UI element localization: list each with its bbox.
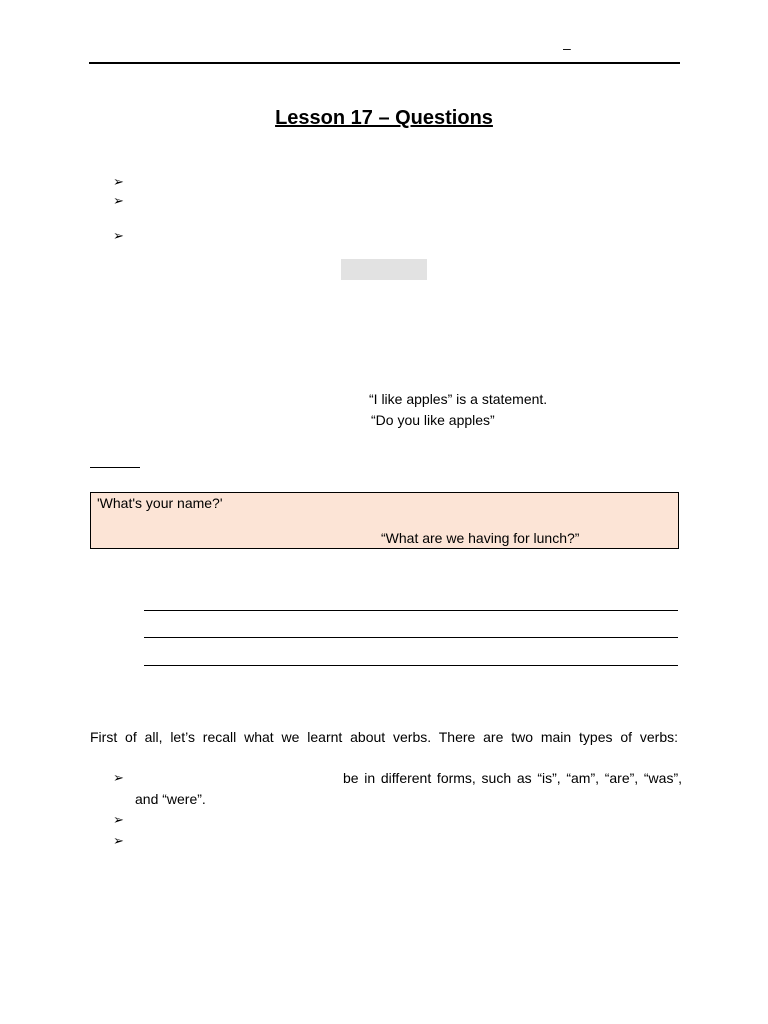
- question-example: “Do you like apples”: [371, 412, 495, 428]
- header-mark: –: [563, 40, 571, 56]
- verbs-intro: First of all, let’s recall what we learnt about verbs. There are two main types of verbs:: [90, 729, 678, 745]
- bullet-arrow-icon: ➢: [113, 193, 124, 208]
- bullet-arrow-icon: ➢: [113, 812, 124, 827]
- example-line-2: “What are we having for lunch?”: [381, 530, 580, 546]
- answer-line: [144, 610, 678, 611]
- statement-example: “I like apples” is a statement.: [369, 391, 548, 407]
- example-box: [90, 492, 679, 549]
- verbs-item-1: be in different forms, such as “is”, “am”, “are”, “was”,: [343, 770, 682, 786]
- bullet-arrow-icon: ➢: [113, 770, 124, 785]
- answer-line: [144, 665, 678, 666]
- short-rule: [90, 467, 140, 468]
- bullet-arrow-icon: ➢: [113, 174, 124, 189]
- example-line-1: 'What's your name?': [97, 495, 223, 511]
- answer-line: [144, 637, 678, 638]
- bullet-arrow-icon: ➢: [113, 833, 124, 848]
- bullet-arrow-icon: ➢: [113, 228, 124, 243]
- verbs-item-1-cont: and “were”.: [135, 791, 206, 807]
- page-title: Lesson 17 – Questions: [275, 107, 493, 129]
- header-rule: [89, 62, 680, 64]
- highlight-block: [341, 259, 427, 280]
